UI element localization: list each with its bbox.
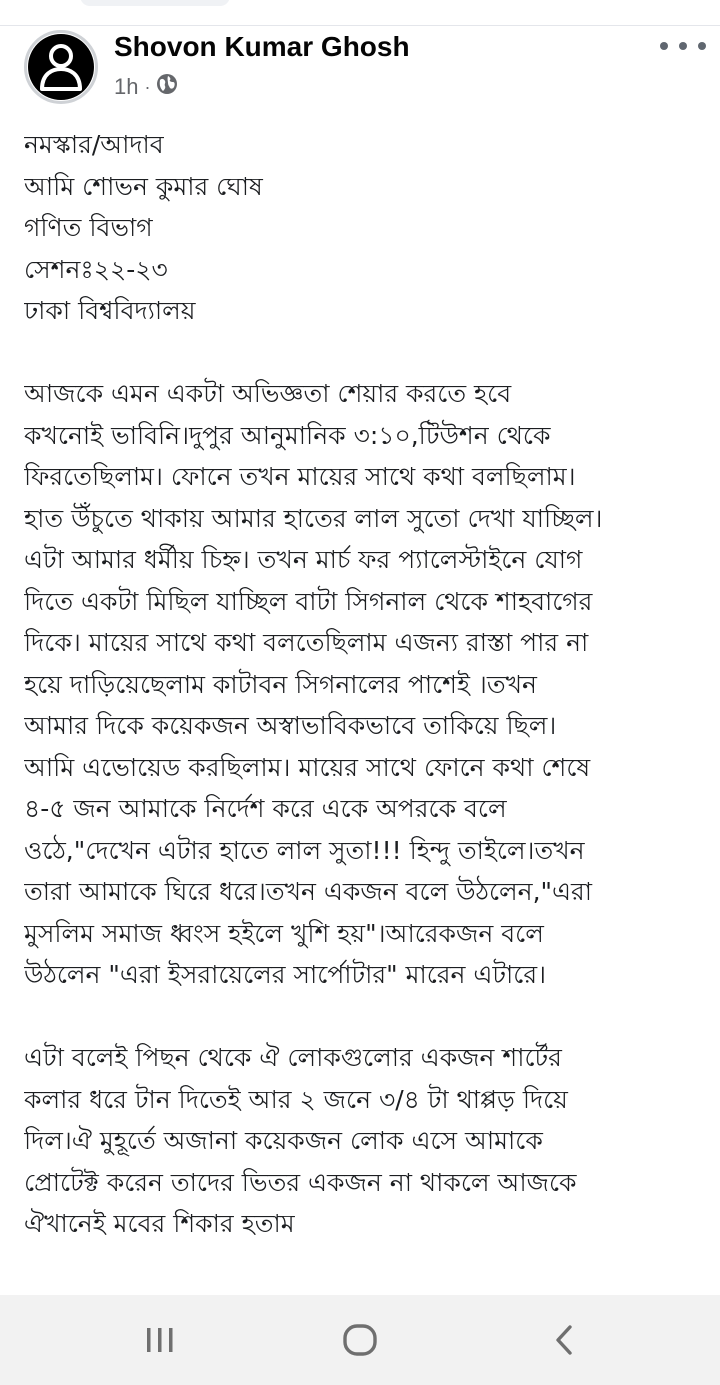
more-options-button[interactable] <box>660 32 706 60</box>
avatar[interactable] <box>24 30 98 104</box>
post-text-line: ফিরতেছিলাম। ফোনে তখন মায়ের সাথে কথা বলছিলাম। <box>24 462 576 491</box>
home-button[interactable] <box>321 1312 401 1368</box>
post-time[interactable]: 1h <box>114 74 139 99</box>
post-meta <box>114 72 178 102</box>
back-button[interactable] <box>524 1312 604 1368</box>
author-name[interactable]: Shovon Kumar Ghosh <box>114 31 410 62</box>
post-text-line: এটা আমার ধর্মীয় চিহ্ন। তখন মার্চ ফর প্যালেস্টাইনে যোগ <box>24 545 583 574</box>
post-text-line: গণিত বিভাগ <box>24 213 153 242</box>
back-icon <box>549 1323 579 1357</box>
post-text-line: আমি এভোয়েড করছিলাম। মায়ের সাথে ফোনে কথা শেষে <box>24 752 591 782</box>
post-text-line: ৪-৫ জন আমাকে নির্দেশ করে একে অপরকে বলে <box>24 794 507 823</box>
recent-apps-icon <box>143 1325 177 1355</box>
previous-post-pill <box>80 0 230 6</box>
post-text-line: কলার ধরে টান দিতেই আর ২ জনে ৩/৪ টা থাপ্পড় দিয়ে <box>24 1084 568 1114</box>
post-text-line: আমি শোভন কুমার ঘোষ <box>24 171 263 201</box>
post-text-line: আজকে এমন একটা অভিজ্ঞতা শেয়ার করতে হবে <box>24 379 512 408</box>
more-dots-icon <box>660 42 668 50</box>
paragraph-gap <box>24 996 708 1038</box>
post-text-line: ওঠে,"দেখেন এটার হাতে লাল সুতা!!! হিন্দু তাইলে।তখন <box>24 835 585 865</box>
more-dots-icon <box>679 42 687 50</box>
system-navigation-bar <box>0 1295 720 1385</box>
post-text-line: উঠলেন "এরা ইসরায়েলের সার্পোটার" মারেন এটারে। <box>24 960 547 989</box>
post-text-line: ঐখানেই মবের শিকার হতাম <box>24 1209 295 1238</box>
globe-icon[interactable] <box>156 73 178 101</box>
post-text-line: কখনোই ভাবিনি।দুপুর আনুমানিক ৩:১০,টিউশন থেকে <box>24 420 551 450</box>
default-user-icon <box>28 34 94 100</box>
post-text-line: এটা বলেই পিছন থেকে ঐ লোকগুলোর একজন শার্টের <box>24 1043 562 1072</box>
post-text-line: তারা আমাকে ঘিরে ধরে।তখন একজন বলে উঠলেন,"এরা <box>24 877 593 906</box>
post-text-line: দিতে একটা মিছিল যাচ্ছিল বাটা সিগনাল থেকে শাহবাগের <box>24 586 593 616</box>
home-icon <box>341 1323 381 1357</box>
post-text-line: হয়ে দাড়িয়েছেলাম কাটাবন সিগনালের পাশেই ।তখন <box>24 669 537 699</box>
post-header <box>0 26 720 126</box>
post-text-line: আমার দিকে কয়েকজন অস্বাভাবিকভাবে তাকিয়ে ছিল। <box>24 711 557 740</box>
post-text-line: দিকে। মায়ের সাথে কথা বলতেছিলাম এজন্য রাস্তা পার না <box>24 628 589 657</box>
post-text-line: সেশনঃ২২-২৩ <box>24 254 168 284</box>
post-text-line: মুসলিম সমাজ ধ্বংস হইলে খুশি হয়"।আরেকজন বলে <box>24 918 544 948</box>
post-text-line: দিল।ঐ মুহূর্তে অজানা কয়েকজন লোক এসে আমাকে <box>24 1126 543 1155</box>
meta-separator: · <box>144 76 151 97</box>
paragraph-gap <box>24 332 708 374</box>
post-text-line: প্রোটেক্ট করেন তাদের ভিতর একজন না থাকলে আজকে <box>24 1167 577 1197</box>
recent-apps-button[interactable] <box>120 1312 200 1368</box>
post-text-line: ঢাকা বিশ্ববিদ্যালয় <box>24 296 196 325</box>
post-text-line: নমস্কার/আদাব <box>24 130 164 159</box>
previous-post-edge <box>0 0 720 26</box>
post-text-line: হাত উঁচুতে থাকায় আমার হাতের লাল সুতো দেখা যাচ্ছিল। <box>24 503 603 533</box>
post-text <box>24 124 708 1245</box>
more-dots-icon <box>698 42 706 50</box>
